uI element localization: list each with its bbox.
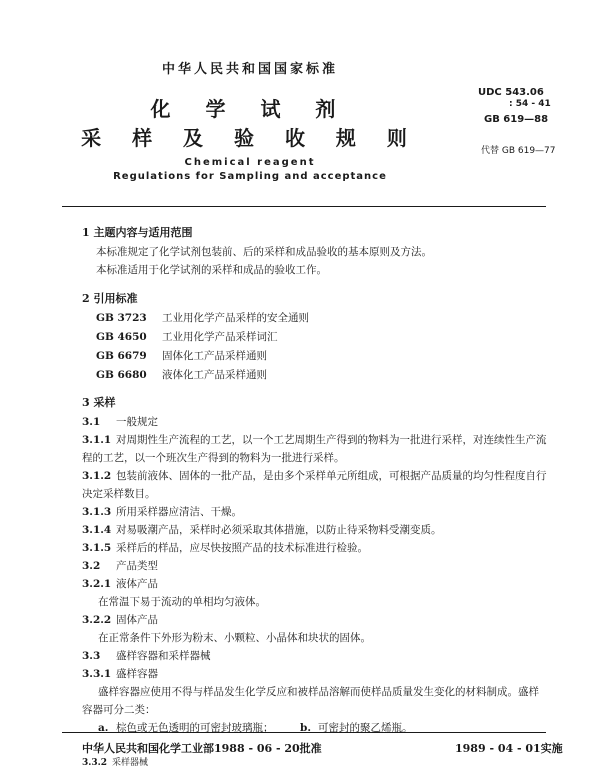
clause-text: 包装前液体、固体的一批产品，是由多个采样单元所组成，可根据产品质量的均匀性程度自行 <box>116 470 547 482</box>
header-divider <box>62 206 546 207</box>
document-title-line1: 化 学 试 剂 <box>150 97 350 121</box>
clause-number: 3.1.4 <box>82 524 112 536</box>
clause-number: 3.2.2 <box>82 614 112 626</box>
clause-text: 一般规定 <box>116 416 158 428</box>
udc-subnumber: : 54 - 41 <box>509 99 551 109</box>
list-marker: a. <box>98 722 109 734</box>
national-standard-heading: 中华人民共和国国家标准 <box>161 62 338 77</box>
clause-3-1-1-continuation: 程的工艺，以一个班次生产得到的物料为一批进行采样。 <box>82 452 345 464</box>
list-marker: b. <box>300 722 311 734</box>
reference-item <box>96 348 267 363</box>
effective-date: 1989 - 04 - 01实施 <box>455 742 563 755</box>
reference-item <box>96 367 267 382</box>
clause-text: 所用采样器应清洁、干燥。 <box>116 506 242 518</box>
clause-number: 3.2 <box>82 560 101 572</box>
clause-3-2 <box>82 558 158 573</box>
section-1-paragraph-1: 本标准规定了化学试剂包装前、后的采样和成品验收的基本原则及方法。 <box>96 246 432 258</box>
clause-text: 对易吸潮产品，采样时必须采取其体措施，以防止待采物料受潮变质。 <box>116 524 442 536</box>
reference-title: 工业用化学产品采样的安全通则 <box>162 312 309 324</box>
clause-number: 3.1.2 <box>82 470 112 482</box>
clause-number: 3.2.1 <box>82 578 112 590</box>
reference-item <box>96 329 278 344</box>
clause-text: 采样器械 <box>112 758 149 768</box>
reference-title: 液体化工产品采样通则 <box>162 369 267 381</box>
reference-title: 固体化工产品采样通则 <box>162 350 267 362</box>
clause-3-1-2 <box>82 468 547 483</box>
clause-number: 3.3.1 <box>82 668 112 680</box>
list-item-b <box>300 720 413 735</box>
replaces-standard: 代替 GB 619—77 <box>481 146 556 156</box>
clause-3-1-2-continuation: 决定采样数目。 <box>82 488 156 500</box>
section-3-title: 3 采样 <box>82 396 116 409</box>
reference-code: GB 6679 <box>96 350 147 362</box>
clause-3-2-1 <box>82 576 158 591</box>
clause-3-3-1-body: 盛样容器应使用不得与样品发生化学反应和被样品溶解而使样品质量发生变化的材料制成。盛样 <box>98 686 539 698</box>
clause-number: 3.3 <box>82 650 101 662</box>
list-text: 可密封的聚乙烯瓶。 <box>318 722 413 734</box>
clause-number: 3.1 <box>82 416 101 428</box>
section-2-title: 2 引用标准 <box>82 292 138 305</box>
reference-code: GB 4650 <box>96 331 147 343</box>
clause-text: 产品类型 <box>116 560 158 572</box>
english-title-line2: Regulations for Sampling and acceptance <box>113 171 387 182</box>
clause-number: 3.3.2 <box>82 758 108 768</box>
clause-text: 盛样容器 <box>116 668 158 680</box>
clause-3-1-3 <box>82 504 242 519</box>
document-title-line2: 采 样 及 验 收 规 则 <box>81 126 419 150</box>
clause-3-2-2 <box>82 612 158 627</box>
clause-number: 3.1.5 <box>82 542 112 554</box>
clause-text: 采样后的样品，应尽快按照产品的技术标准进行检验。 <box>116 542 368 554</box>
clause-text: 盛样容器和采样器械 <box>116 650 211 662</box>
clause-3-1-1 <box>82 432 547 447</box>
clause-3-1-5 <box>82 540 368 555</box>
list-text: 棕色或无色透明的可密封玻璃瓶； <box>116 722 274 734</box>
clause-3-3-2 <box>82 755 148 768</box>
clause-3-3-1-body-continuation: 容器可分二类： <box>82 704 156 716</box>
section-1-paragraph-2: 本标准适用于化学试剂的采样和成品的验收工作。 <box>96 264 327 276</box>
clause-number: 3.1.1 <box>82 434 112 446</box>
clause-3-2-2-body: 在正常条件下外形为粉末、小颗粒、小晶体和块状的固体。 <box>98 632 371 644</box>
reference-title: 工业用化学产品采样词汇 <box>162 331 278 343</box>
english-title-line1: Chemical reagent <box>184 157 316 168</box>
reference-code: GB 3723 <box>96 312 147 324</box>
clause-text: 对周期性生产流程的工艺，以一个工艺周期生产得到的物料为一批进行采样，对连续性生产流 <box>116 434 547 446</box>
clause-3-1 <box>82 414 158 429</box>
udc-number: UDC 543.06 <box>478 87 544 98</box>
section-1-title: 1 主题内容与适用范围 <box>82 226 193 239</box>
clause-3-3-1 <box>82 666 158 681</box>
clause-number: 3.1.3 <box>82 506 112 518</box>
reference-item <box>96 310 309 325</box>
gb-number: GB 619—88 <box>484 114 549 125</box>
reference-code: GB 6680 <box>96 369 147 381</box>
clause-3-3 <box>82 648 211 663</box>
clause-text: 固体产品 <box>116 614 158 626</box>
clause-text: 液体产品 <box>116 578 158 590</box>
clause-3-1-4 <box>82 522 442 537</box>
clause-3-2-1-body: 在常温下易于流动的单相均匀液体。 <box>98 596 266 608</box>
approval-note: 中华人民共和国化学工业部1988 - 06 - 20批准 <box>82 742 322 755</box>
